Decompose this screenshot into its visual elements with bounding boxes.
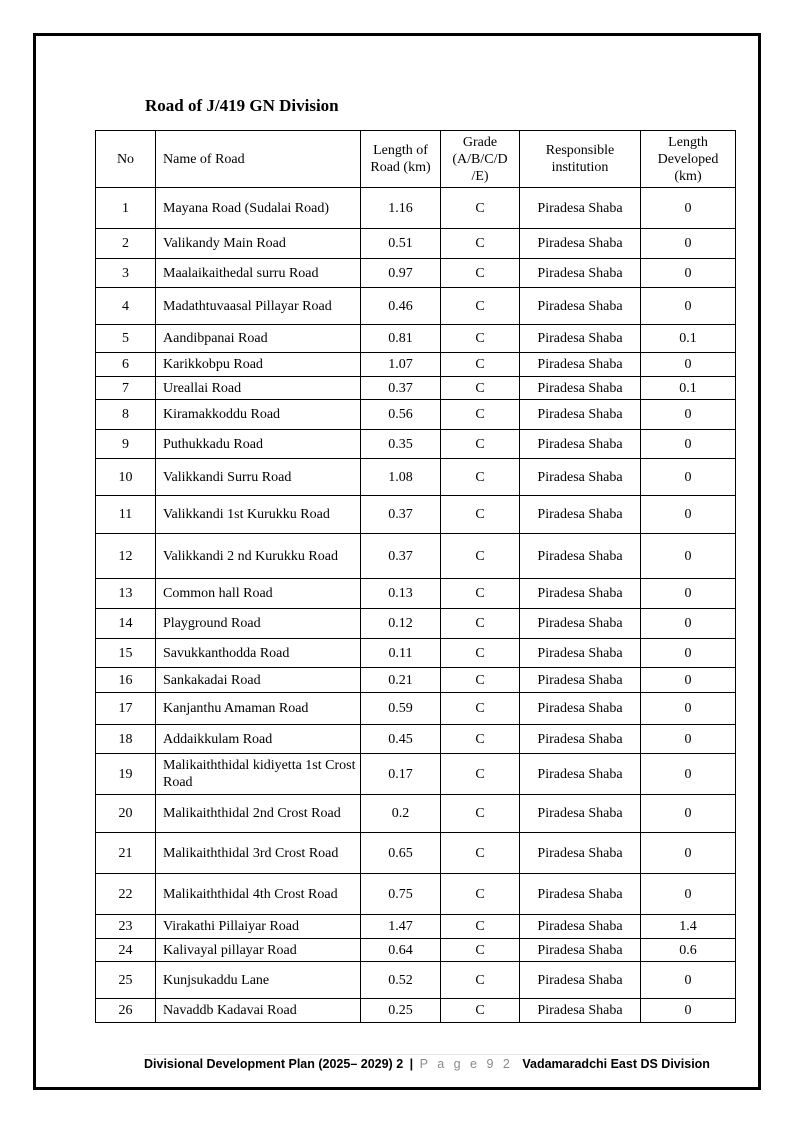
cell-no: 9 bbox=[96, 430, 156, 459]
cell-no: 12 bbox=[96, 534, 156, 579]
cell-developed: 0 bbox=[641, 795, 736, 833]
header-name: Name of Road bbox=[156, 131, 361, 188]
cell-length: 0.2 bbox=[361, 795, 441, 833]
cell-developed: 0 bbox=[641, 259, 736, 288]
table-body bbox=[96, 188, 736, 1023]
cell-developed: 0 bbox=[641, 725, 736, 754]
cell-institution: Piradesa Shaba bbox=[520, 962, 641, 999]
cell-road-name: Playground Road bbox=[156, 609, 361, 639]
cell-length: 0.75 bbox=[361, 874, 441, 915]
cell-grade: C bbox=[441, 754, 520, 795]
table-row bbox=[96, 288, 736, 325]
table-row bbox=[96, 188, 736, 229]
table-row bbox=[96, 496, 736, 534]
cell-no: 10 bbox=[96, 459, 156, 496]
cell-developed: 0 bbox=[641, 430, 736, 459]
cell-length: 0.21 bbox=[361, 668, 441, 693]
table-row bbox=[96, 430, 736, 459]
cell-institution: Piradesa Shaba bbox=[520, 939, 641, 962]
cell-grade: C bbox=[441, 288, 520, 325]
cell-developed: 0.6 bbox=[641, 939, 736, 962]
cell-developed: 0 bbox=[641, 874, 736, 915]
cell-grade: C bbox=[441, 400, 520, 430]
cell-length: 0.51 bbox=[361, 229, 441, 259]
footer-division: Vadamaradchi East DS Division bbox=[522, 1057, 710, 1071]
cell-grade: C bbox=[441, 915, 520, 939]
cell-no: 3 bbox=[96, 259, 156, 288]
footer-separator: | bbox=[409, 1057, 414, 1071]
cell-institution: Piradesa Shaba bbox=[520, 833, 641, 874]
cell-developed: 0 bbox=[641, 229, 736, 259]
cell-road-name: Ureallai Road bbox=[156, 377, 361, 400]
cell-road-name: Maalaikaithedal surru Road bbox=[156, 259, 361, 288]
cell-road-name: Karikkobpu Road bbox=[156, 353, 361, 377]
cell-length: 0.45 bbox=[361, 725, 441, 754]
header-grade: Grade (A/B/C/D /E) bbox=[441, 131, 520, 188]
cell-developed: 0 bbox=[641, 188, 736, 229]
table-row bbox=[96, 229, 736, 259]
cell-institution: Piradesa Shaba bbox=[520, 325, 641, 353]
cell-length: 0.37 bbox=[361, 496, 441, 534]
cell-length: 0.37 bbox=[361, 377, 441, 400]
cell-road-name: Malikaiththidal 3rd Crost Road bbox=[156, 833, 361, 874]
cell-institution: Piradesa Shaba bbox=[520, 353, 641, 377]
cell-road-name: Malikaiththidal 4th Crost Road bbox=[156, 874, 361, 915]
cell-developed: 0 bbox=[641, 962, 736, 999]
cell-grade: C bbox=[441, 962, 520, 999]
cell-no: 23 bbox=[96, 915, 156, 939]
cell-grade: C bbox=[441, 534, 520, 579]
cell-institution: Piradesa Shaba bbox=[520, 609, 641, 639]
cell-institution: Piradesa Shaba bbox=[520, 188, 641, 229]
cell-grade: C bbox=[441, 725, 520, 754]
cell-developed: 0 bbox=[641, 668, 736, 693]
cell-institution: Piradesa Shaba bbox=[520, 639, 641, 668]
cell-developed: 0 bbox=[641, 609, 736, 639]
table-row bbox=[96, 534, 736, 579]
cell-grade: C bbox=[441, 668, 520, 693]
cell-institution: Piradesa Shaba bbox=[520, 377, 641, 400]
cell-developed: 0 bbox=[641, 693, 736, 725]
table-row bbox=[96, 353, 736, 377]
cell-road-name: Savukkanthodda Road bbox=[156, 639, 361, 668]
page-footer bbox=[144, 1057, 710, 1071]
cell-institution: Piradesa Shaba bbox=[520, 430, 641, 459]
table-row bbox=[96, 939, 736, 962]
footer-doc-title: Divisional Development Plan (2025– 2029) 2 bbox=[144, 1057, 404, 1071]
cell-length: 0.37 bbox=[361, 534, 441, 579]
cell-grade: C bbox=[441, 496, 520, 534]
cell-road-name: Puthukkadu Road bbox=[156, 430, 361, 459]
cell-length: 0.35 bbox=[361, 430, 441, 459]
cell-developed: 0 bbox=[641, 496, 736, 534]
table-row bbox=[96, 459, 736, 496]
table-row bbox=[96, 795, 736, 833]
cell-road-name: Valikkandi Surru Road bbox=[156, 459, 361, 496]
cell-developed: 0.1 bbox=[641, 377, 736, 400]
table-row bbox=[96, 915, 736, 939]
cell-road-name: Common hall Road bbox=[156, 579, 361, 609]
header-developed: Length Developed (km) bbox=[641, 131, 736, 188]
cell-grade: C bbox=[441, 325, 520, 353]
cell-road-name: Addaikkulam Road bbox=[156, 725, 361, 754]
cell-developed: 0 bbox=[641, 754, 736, 795]
cell-road-name: Kalivayal pillayar Road bbox=[156, 939, 361, 962]
table-row bbox=[96, 725, 736, 754]
cell-institution: Piradesa Shaba bbox=[520, 693, 641, 725]
cell-length: 0.13 bbox=[361, 579, 441, 609]
cell-road-name: Aandibpanai Road bbox=[156, 325, 361, 353]
cell-length: 0.56 bbox=[361, 400, 441, 430]
cell-road-name: Kanjanthu Amaman Road bbox=[156, 693, 361, 725]
table-row bbox=[96, 962, 736, 999]
cell-length: 1.16 bbox=[361, 188, 441, 229]
table-row bbox=[96, 999, 736, 1023]
cell-developed: 0 bbox=[641, 534, 736, 579]
cell-institution: Piradesa Shaba bbox=[520, 999, 641, 1023]
cell-length: 0.52 bbox=[361, 962, 441, 999]
cell-institution: Piradesa Shaba bbox=[520, 668, 641, 693]
cell-grade: C bbox=[441, 999, 520, 1023]
cell-no: 19 bbox=[96, 754, 156, 795]
cell-institution: Piradesa Shaba bbox=[520, 754, 641, 795]
cell-road-name: Kiramakkoddu Road bbox=[156, 400, 361, 430]
table-row bbox=[96, 325, 736, 353]
cell-length: 0.59 bbox=[361, 693, 441, 725]
cell-no: 13 bbox=[96, 579, 156, 609]
cell-no: 17 bbox=[96, 693, 156, 725]
cell-developed: 0.1 bbox=[641, 325, 736, 353]
cell-institution: Piradesa Shaba bbox=[520, 795, 641, 833]
cell-road-name: Malikaiththidal 2nd Crost Road bbox=[156, 795, 361, 833]
table-row bbox=[96, 874, 736, 915]
cell-grade: C bbox=[441, 430, 520, 459]
cell-grade: C bbox=[441, 377, 520, 400]
cell-grade: C bbox=[441, 833, 520, 874]
table-row bbox=[96, 400, 736, 430]
cell-no: 15 bbox=[96, 639, 156, 668]
cell-grade: C bbox=[441, 609, 520, 639]
footer-rule bbox=[144, 1054, 701, 1055]
cell-road-name: Malikaiththidal kidiyetta 1st Crost Road bbox=[156, 754, 361, 795]
cell-length: 0.97 bbox=[361, 259, 441, 288]
table-row bbox=[96, 609, 736, 639]
cell-grade: C bbox=[441, 939, 520, 962]
cell-grade: C bbox=[441, 795, 520, 833]
table-row bbox=[96, 668, 736, 693]
cell-no: 6 bbox=[96, 353, 156, 377]
cell-road-name: Valikandy Main Road bbox=[156, 229, 361, 259]
table-row bbox=[96, 693, 736, 725]
table-row bbox=[96, 579, 736, 609]
table-row bbox=[96, 754, 736, 795]
cell-institution: Piradesa Shaba bbox=[520, 496, 641, 534]
cell-no: 18 bbox=[96, 725, 156, 754]
cell-institution: Piradesa Shaba bbox=[520, 229, 641, 259]
cell-no: 22 bbox=[96, 874, 156, 915]
cell-institution: Piradesa Shaba bbox=[520, 259, 641, 288]
table-title: Road of J/419 GN Division bbox=[145, 96, 339, 115]
cell-road-name: Mayana Road (Sudalai Road) bbox=[156, 188, 361, 229]
cell-institution: Piradesa Shaba bbox=[520, 725, 641, 754]
cell-institution: Piradesa Shaba bbox=[520, 915, 641, 939]
cell-grade: C bbox=[441, 229, 520, 259]
cell-developed: 0 bbox=[641, 459, 736, 496]
cell-institution: Piradesa Shaba bbox=[520, 459, 641, 496]
cell-no: 4 bbox=[96, 288, 156, 325]
cell-institution: Piradesa Shaba bbox=[520, 579, 641, 609]
cell-length: 0.65 bbox=[361, 833, 441, 874]
table-row bbox=[96, 833, 736, 874]
cell-no: 20 bbox=[96, 795, 156, 833]
cell-road-name: Virakathi Pillaiyar Road bbox=[156, 915, 361, 939]
cell-no: 11 bbox=[96, 496, 156, 534]
cell-developed: 1.4 bbox=[641, 915, 736, 939]
cell-grade: C bbox=[441, 459, 520, 496]
header-institution: Responsible institution bbox=[520, 131, 641, 188]
cell-developed: 0 bbox=[641, 579, 736, 609]
cell-road-name: Sankakadai Road bbox=[156, 668, 361, 693]
cell-developed: 0 bbox=[641, 639, 736, 668]
cell-road-name: Madathtuvaasal Pillayar Road bbox=[156, 288, 361, 325]
cell-institution: Piradesa Shaba bbox=[520, 874, 641, 915]
cell-no: 8 bbox=[96, 400, 156, 430]
cell-no: 2 bbox=[96, 229, 156, 259]
cell-length: 0.12 bbox=[361, 609, 441, 639]
cell-no: 26 bbox=[96, 999, 156, 1023]
cell-developed: 0 bbox=[641, 833, 736, 874]
cell-length: 0.17 bbox=[361, 754, 441, 795]
cell-developed: 0 bbox=[641, 999, 736, 1023]
cell-grade: C bbox=[441, 579, 520, 609]
cell-length: 0.46 bbox=[361, 288, 441, 325]
cell-developed: 0 bbox=[641, 353, 736, 377]
cell-grade: C bbox=[441, 188, 520, 229]
table-row bbox=[96, 639, 736, 668]
cell-length: 1.07 bbox=[361, 353, 441, 377]
cell-no: 16 bbox=[96, 668, 156, 693]
cell-grade: C bbox=[441, 259, 520, 288]
cell-no: 24 bbox=[96, 939, 156, 962]
cell-road-name: Valikkandi 2 nd Kurukku Road bbox=[156, 534, 361, 579]
cell-road-name: Valikkandi 1st Kurukku Road bbox=[156, 496, 361, 534]
roads-table bbox=[95, 130, 736, 1023]
table-row bbox=[96, 377, 736, 400]
cell-institution: Piradesa Shaba bbox=[520, 400, 641, 430]
cell-length: 1.47 bbox=[361, 915, 441, 939]
cell-developed: 0 bbox=[641, 288, 736, 325]
footer-page-number: P a g e 9 2 bbox=[419, 1057, 513, 1071]
cell-no: 25 bbox=[96, 962, 156, 999]
cell-road-name: Navaddb Kadavai Road bbox=[156, 999, 361, 1023]
cell-institution: Piradesa Shaba bbox=[520, 534, 641, 579]
cell-grade: C bbox=[441, 874, 520, 915]
cell-length: 0.25 bbox=[361, 999, 441, 1023]
cell-no: 21 bbox=[96, 833, 156, 874]
table-header-row bbox=[96, 131, 736, 188]
cell-road-name: Kunjsukaddu Lane bbox=[156, 962, 361, 999]
header-no: No bbox=[96, 131, 156, 188]
cell-no: 14 bbox=[96, 609, 156, 639]
cell-institution: Piradesa Shaba bbox=[520, 288, 641, 325]
cell-length: 0.11 bbox=[361, 639, 441, 668]
cell-grade: C bbox=[441, 693, 520, 725]
cell-length: 0.64 bbox=[361, 939, 441, 962]
table-row bbox=[96, 259, 736, 288]
cell-no: 5 bbox=[96, 325, 156, 353]
cell-length: 1.08 bbox=[361, 459, 441, 496]
cell-grade: C bbox=[441, 639, 520, 668]
cell-no: 1 bbox=[96, 188, 156, 229]
cell-length: 0.81 bbox=[361, 325, 441, 353]
header-length: Length of Road (km) bbox=[361, 131, 441, 188]
cell-no: 7 bbox=[96, 377, 156, 400]
cell-grade: C bbox=[441, 353, 520, 377]
cell-developed: 0 bbox=[641, 400, 736, 430]
